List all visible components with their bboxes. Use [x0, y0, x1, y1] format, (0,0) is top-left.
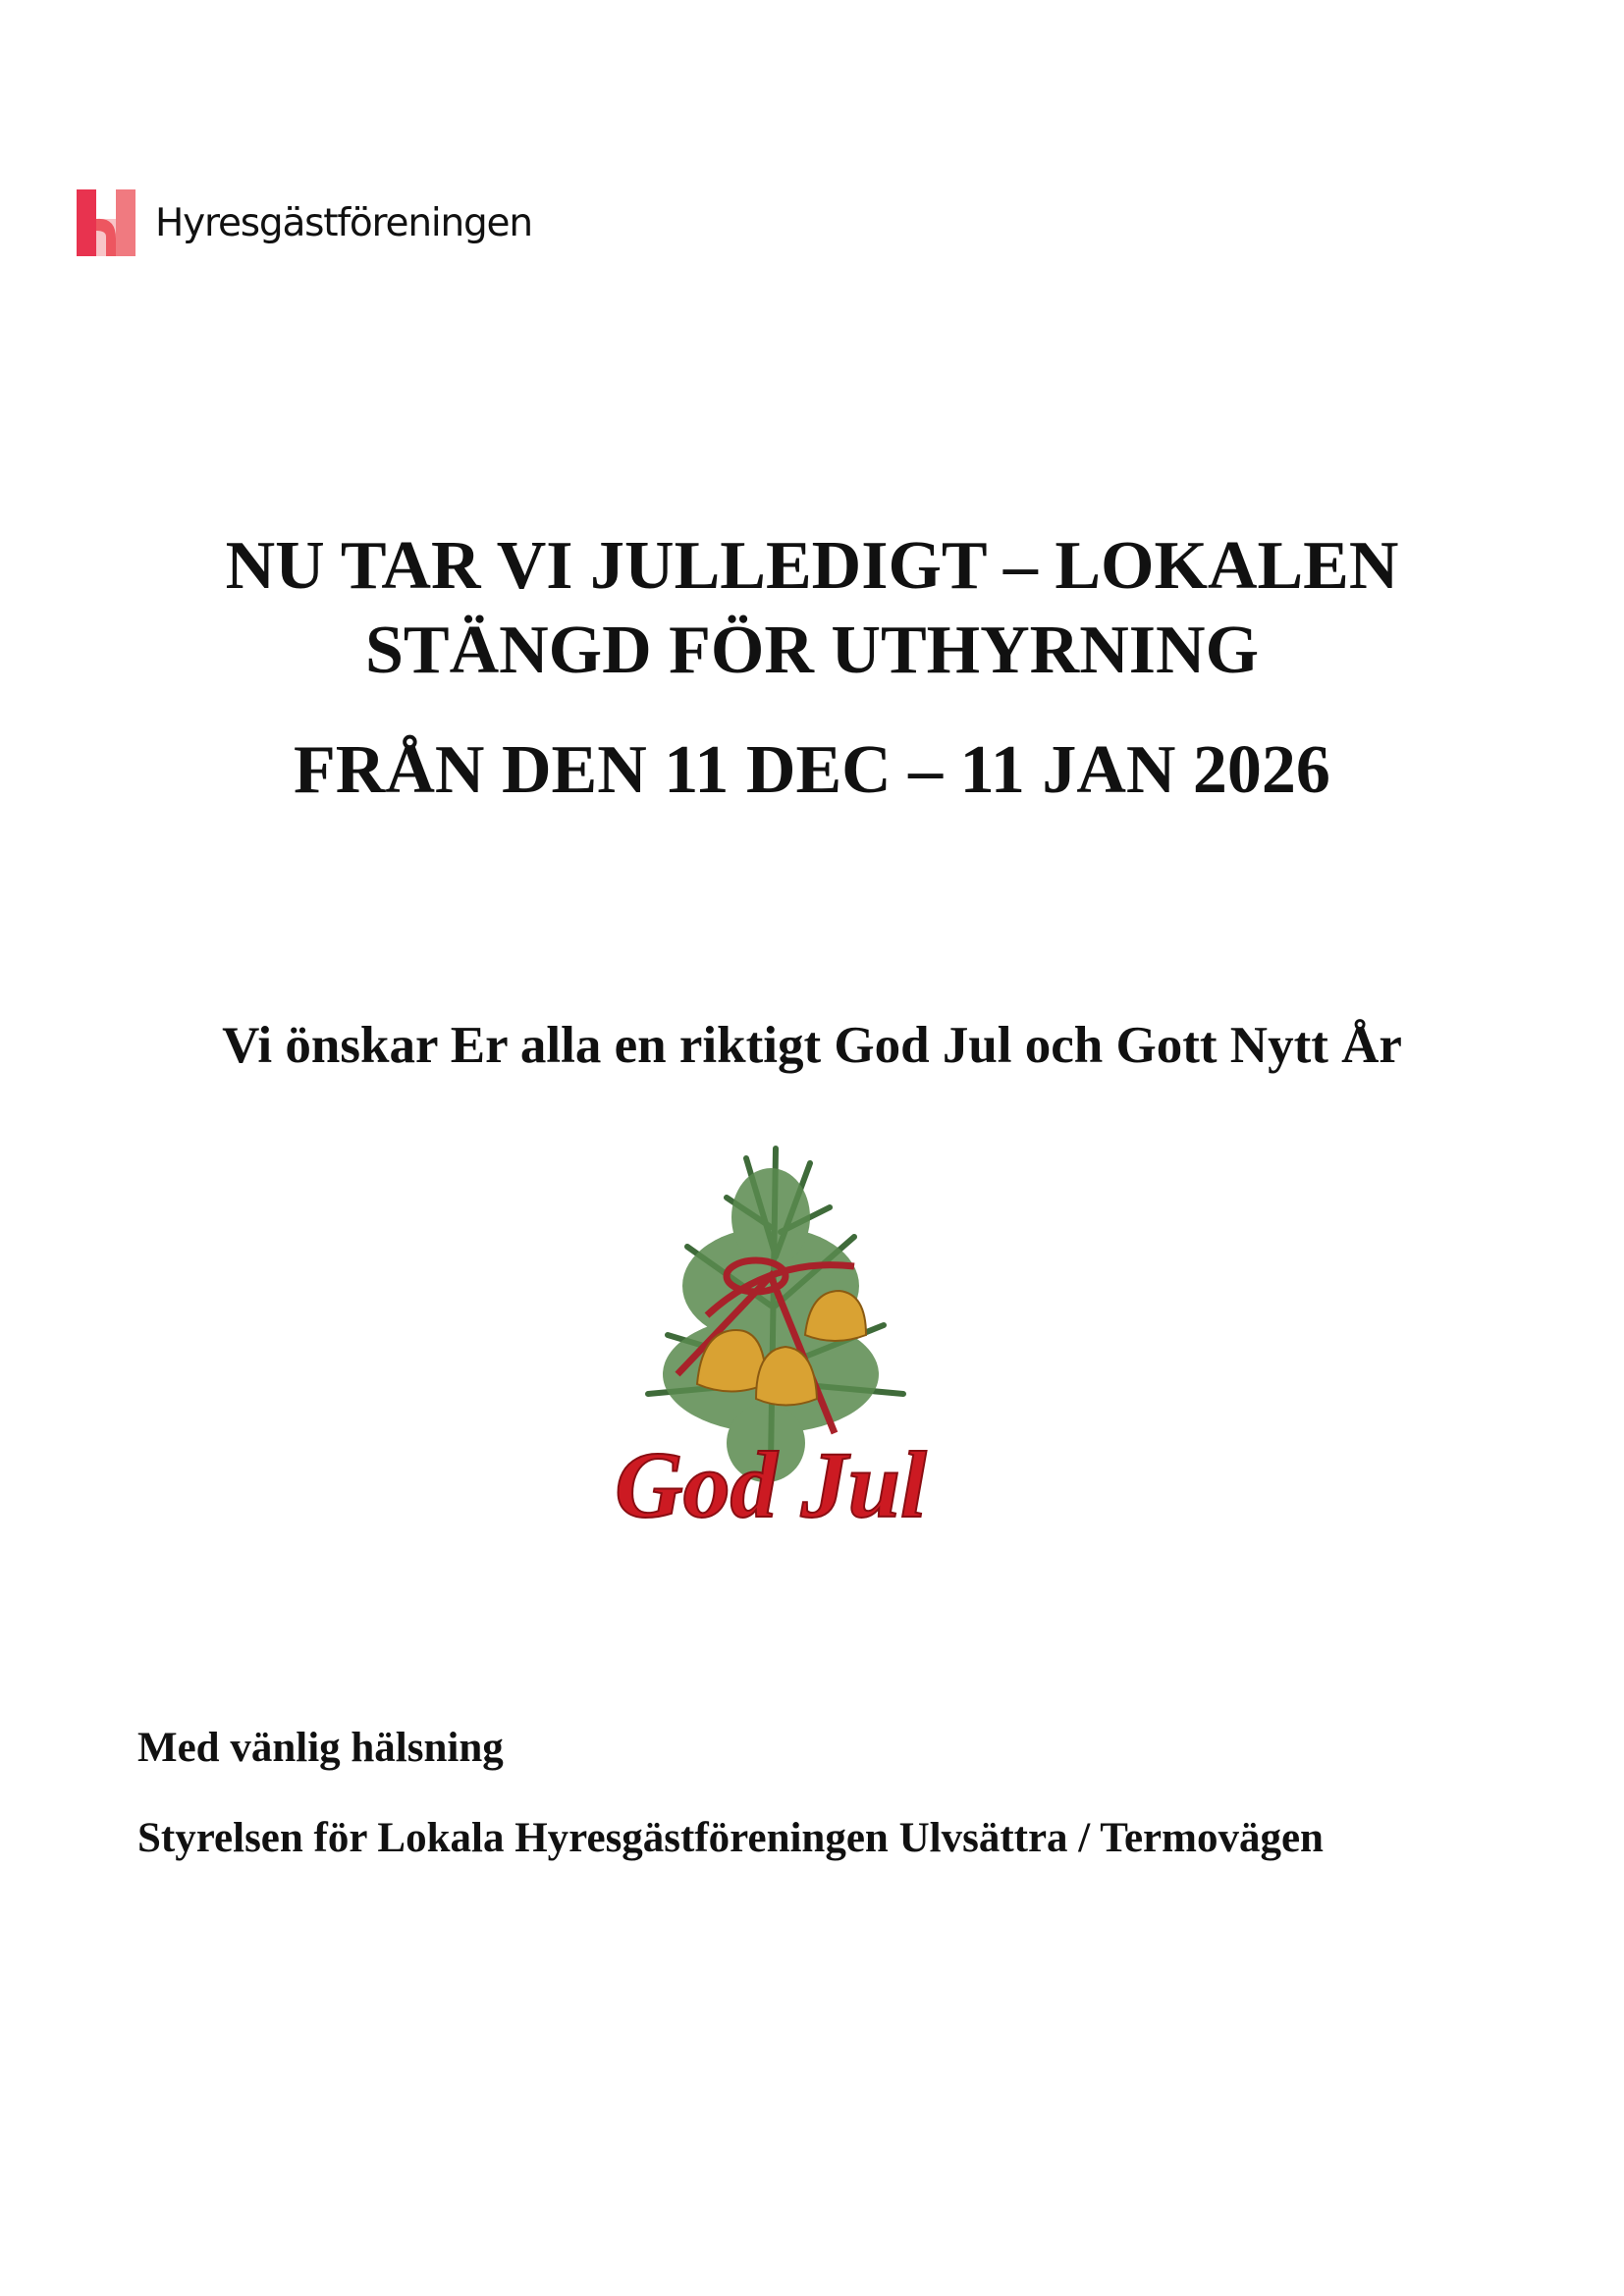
god-jul-lettering: God Jul [615, 1432, 927, 1537]
h-logo-icon [77, 189, 135, 256]
closing-salutation: Med vänlig hälsning [137, 1725, 504, 1771]
holiday-greeting: Vi önskar Er alla en riktigt God Jul och Gott Nytt År [222, 1017, 1402, 1074]
title-line-1: NU TAR VI JULLEDIGT – LOKALEN [225, 528, 1399, 604]
christmas-bells-illustration [609, 1139, 933, 1541]
closing-signature: Styrelsen för Lokala Hyresgästföreningen Ulvsättra / Termovägen [137, 1815, 1324, 1861]
title-date-range: FRÅN DEN 11 DEC – 11 JAN 2026 [294, 732, 1330, 808]
organization-logo [77, 189, 532, 256]
logo-wordmark: Hyresgästföreningen [155, 200, 532, 245]
title-line-2: STÄNGD FÖR UTHYRNING [364, 613, 1260, 688]
